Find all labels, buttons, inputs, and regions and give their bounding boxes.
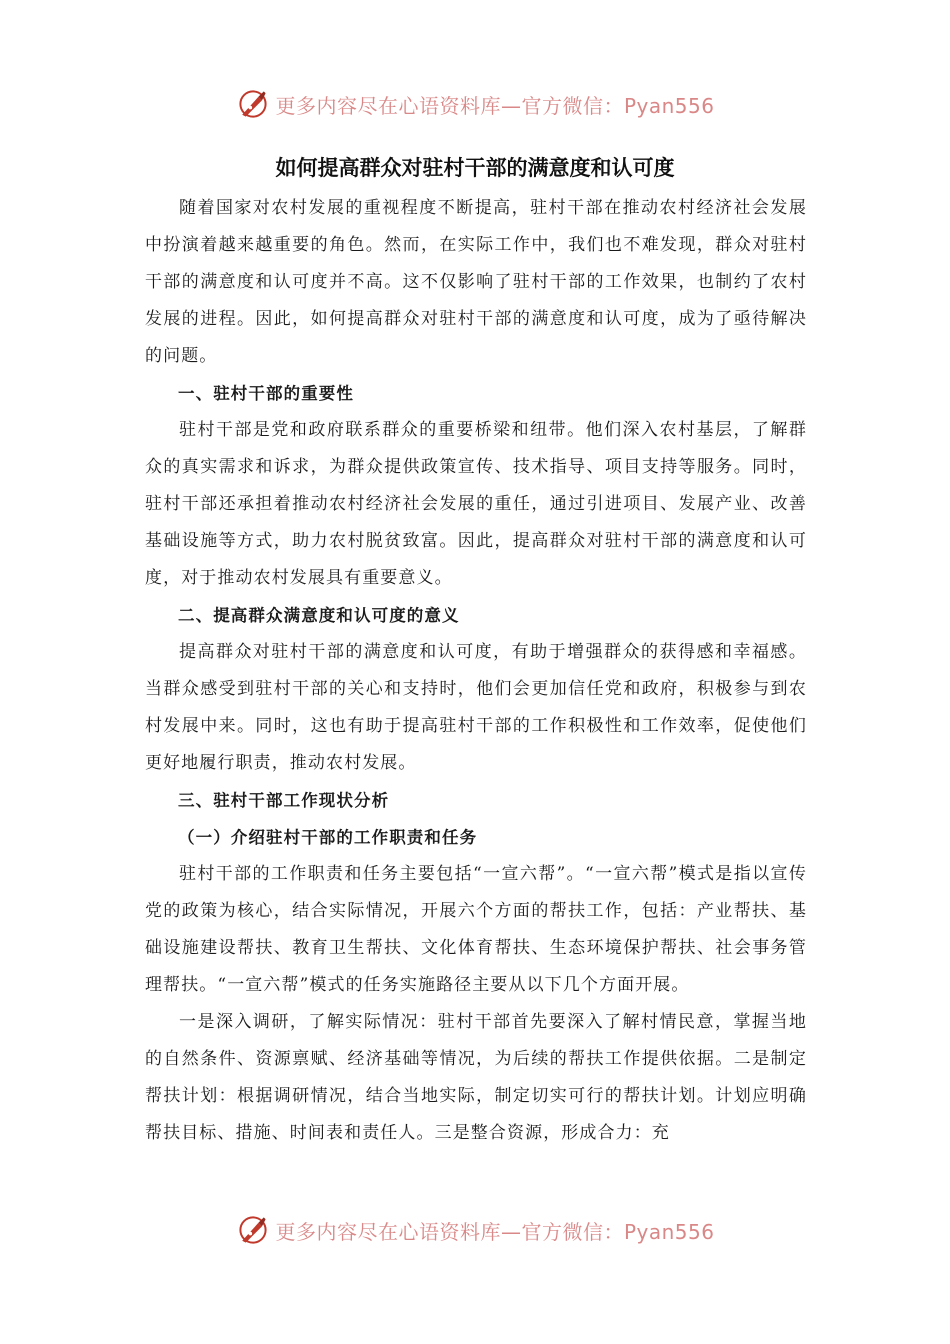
section-heading-1: 一、驻村干部的重要性 xyxy=(178,384,354,403)
header-watermark-banner xyxy=(0,82,950,126)
watermark-text: 更多内容尽在心语资料库—官方微信：Pyan556 xyxy=(275,1219,715,1244)
document-body xyxy=(145,190,807,1152)
paragraph-intro: 随着国家对农村发展的重视程度不断提高，驻村干部在推动农村经济社会发展中扮演着越来越重要的角色。然而，在实际工作中，我们也不难发现，群众对驻村干部的满意度和认可度并不高。这不仅影响了驻村干部的工作效果，也制约了农村发展的进程。因此，如何提高群众对驻村干部的满意度和认可度，成为了亟待解决的问题。 xyxy=(145,198,807,366)
paragraph-importance: 驻村干部是党和政府联系群众的重要桥梁和纽带。他们深入农村基层，了解群众的真实需求和诉求，为群众提供政策宣传、技术指导、项目支持等服务。同时，驻村干部还承担着推动农村经济社会发展的重任，通过引进项目、发展产业、改善基础设施等方式，助力农村脱贫致富。因此，提高群众对驻村干部的满意度和认可度，对于推动农村发展具有重要意义。 xyxy=(145,420,807,588)
section-heading-2: 二、提高群众满意度和认可度的意义 xyxy=(178,606,460,625)
paragraph-steps: 一是深入调研，了解实际情况：驻村干部首先要深入了解村情民意，掌握当地的自然条件、资源禀赋、经济基础等情况，为后续的帮扶工作提供依据。二是制定帮扶计划：根据调研情况，结合当地实际，制定切实可行的帮扶计划。计划应明确帮扶目标、措施、时间表和责任人。三是整合资源，形成合力：充 xyxy=(145,1012,807,1143)
document-title: 如何提高群众对驻村干部的满意度和认可度 xyxy=(275,155,675,180)
pen-nib-logo-icon xyxy=(235,1212,271,1248)
pen-nib-logo-icon xyxy=(235,86,271,122)
footer-watermark-banner xyxy=(0,1208,950,1252)
paragraph-significance: 提高群众对驻村干部的满意度和认可度，有助于增强群众的获得感和幸福感。当群众感受到驻村干部的关心和支持时，他们会更加信任党和政府，积极参与到农村发展中来。同时，这也有助于提高驻村干部的工作积极性和工作效率，促使他们更好地履行职责，推动农村发展。 xyxy=(145,642,807,773)
watermark-text: 更多内容尽在心语资料库—官方微信：Pyan556 xyxy=(275,93,715,118)
section-heading-3: 三、驻村干部工作现状分析 xyxy=(178,791,390,810)
paragraph-duties: 驻村干部的工作职责和任务主要包括“一宣六帮”。“一宣六帮”模式是指以宣传党的政策为核心，结合实际情况，开展六个方面的帮扶工作，包括：产业帮扶、基础设施建设帮扶、教育卫生帮扶、文化体育帮扶、生态环境保护帮扶、社会事务管理帮扶。“一宣六帮”模式的任务实施路径主要从以下几个方面开展。 xyxy=(145,864,807,995)
subsection-heading-1: （一）介绍驻村干部的工作职责和任务 xyxy=(178,828,478,847)
